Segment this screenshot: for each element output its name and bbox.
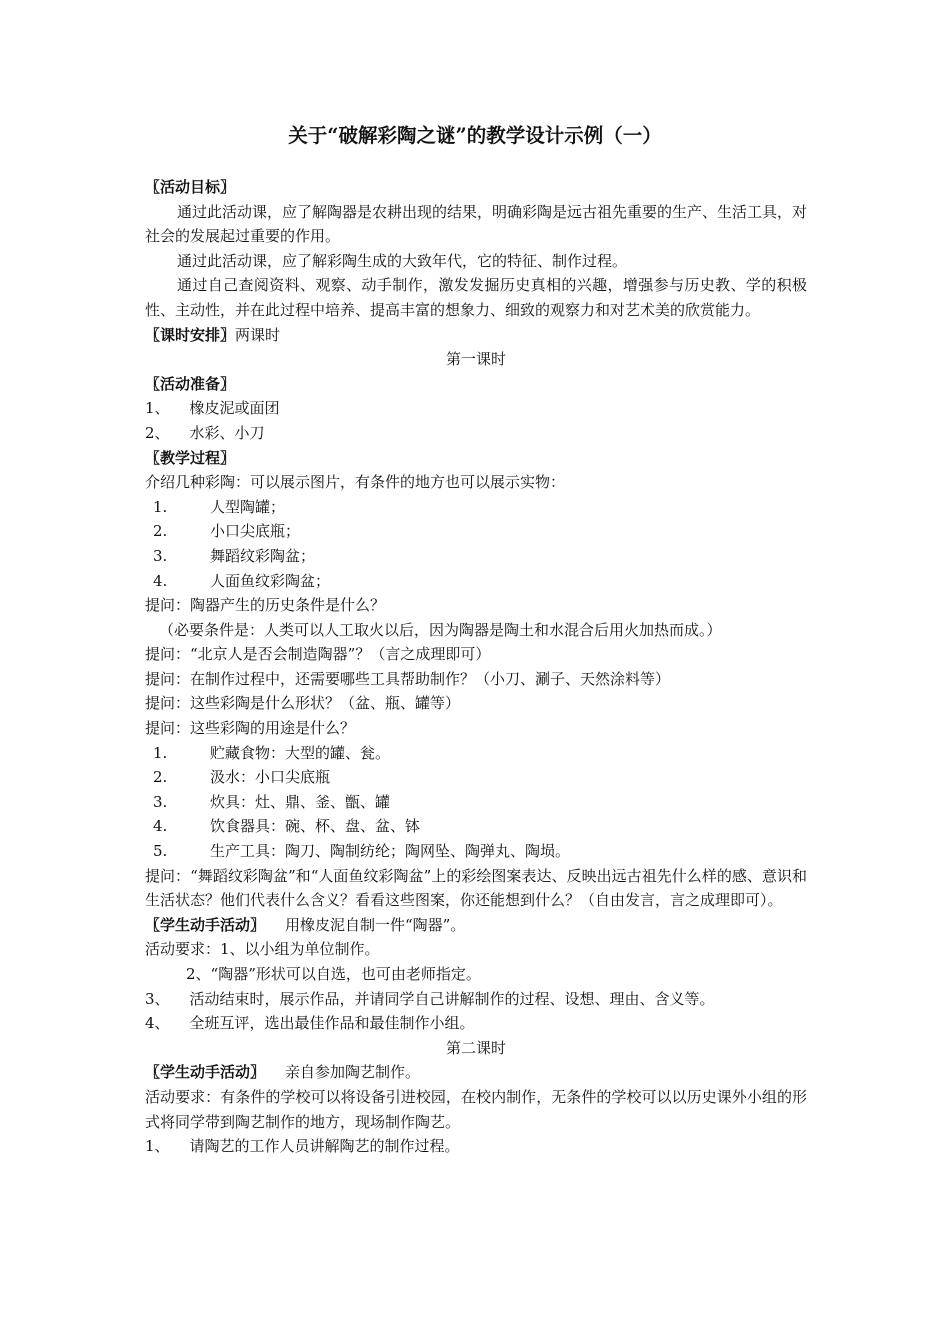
activity-line (145, 913, 807, 938)
list-item (145, 839, 807, 864)
item-number: 4、 (145, 1014, 170, 1033)
item-text: 请陶艺的工作人员讲解陶艺的制作过程。 (189, 1137, 460, 1156)
requirements-paragraph: 活动要求：有条件的学校可以将设备引进校园，在校内制作，无条件的学校可以以历史课外小组的形式将同学带到陶艺制作的地方，现场制作陶艺。 (145, 1087, 807, 1131)
activity-text: 用橡皮泥自制一件“陶器”。 (285, 915, 466, 934)
process-heading: 〖教学过程〗 (145, 448, 236, 467)
list-item (145, 569, 807, 594)
activity-text-2: 亲自参加陶艺制作。 (285, 1063, 421, 1082)
objectives-paragraph-2: 通过此活动课，应了解彩陶生成的大致年代，它的特征、制作过程。 (177, 251, 628, 270)
item-number: 3、 (145, 989, 170, 1008)
list-item (145, 765, 807, 790)
item-text: 活动结束时，展示作品，并请同学自己讲解制作的过程、设想、理由、含义等。 (189, 989, 715, 1008)
requirement-2: 2、“陶器”形状可以自选，也可由老师指定。 (186, 965, 481, 983)
item-number: 3. (153, 546, 168, 565)
activity-heading-2: 〖学生动手活动〗 (145, 1063, 266, 1082)
question-4: 提问：这些彩陶是什么形状？（盆、瓶、罐等） (145, 694, 461, 713)
list-item (145, 741, 807, 766)
item-number: 2. (153, 768, 168, 787)
list-item (145, 790, 807, 815)
objectives-heading: 〖活动目标〗 (145, 178, 236, 196)
question-2: 提问：“北京人是否会制造陶器”？（言之成理即可） (145, 645, 491, 664)
item-text: 人型陶罐； (210, 497, 286, 516)
item-number: 1. (153, 497, 168, 516)
item-text: 人面鱼纹彩陶盆； (210, 571, 331, 590)
item-text: 舞蹈纹彩陶盆； (210, 546, 316, 565)
list-item (145, 1134, 807, 1159)
activity-line-2 (145, 1060, 807, 1085)
item-text: 小口尖底瓶； (210, 522, 301, 541)
question-3: 提问：在制作过程中，还需要哪些工具帮助制作？（小刀、涮子、天然涂料等） (145, 669, 671, 688)
list-item (145, 421, 807, 446)
document-body (145, 175, 807, 1159)
item-number: 1、 (145, 399, 170, 418)
list-item (145, 495, 807, 520)
list-item (145, 396, 807, 421)
list-item (145, 1011, 807, 1036)
list-item (145, 519, 807, 544)
item-text: 贮藏食物：大型的罐、瓮。 (210, 743, 391, 762)
item-number: 1. (153, 743, 168, 762)
answer-1: （必要条件是：人类可以人工取火以后，因为陶器是陶土和水混合后用火加热而成。） (159, 620, 722, 639)
objectives-paragraph-3: 通过自己查阅资料、观察、动手制作，激发发掘历史真相的兴趣，增强参与历史教、学的积极性、主动性，并在此过程中培养、提高丰富的想象力、细致的观察力和对艺术美的欣赏能力。 (145, 276, 807, 319)
item-text: 饮食器具：碗、杯、盘、盆、钵 (210, 817, 421, 836)
activity-heading: 〖学生动手活动〗 (145, 915, 266, 934)
process-intro: 介绍几种彩陶：可以展示图片，有条件的地方也可以展示实物： (145, 473, 566, 492)
lesson2-label: 第二课时 (445, 1038, 506, 1057)
prep-heading: 〖活动准备〗 (145, 374, 236, 393)
item-number: 4. (153, 817, 168, 836)
item-number: 2. (153, 522, 168, 541)
item-number: 3. (153, 792, 168, 811)
item-text: 汲水：小口尖底瓶 (210, 768, 331, 787)
list-item (145, 544, 807, 569)
item-text: 橡皮泥或面团 (189, 399, 280, 418)
schedule-text: 两课时 (235, 325, 281, 344)
question-5: 提问：这些彩陶的用途是什么？ (145, 719, 356, 738)
objectives-paragraph-1: 通过此活动课，应了解陶器是农耕出现的结果，明确彩陶是远古祖先重要的生产、生活工具，对社会的发展起过重要的作用。 (145, 202, 808, 246)
question-6: 提问：“舞蹈纹彩陶盆”和“人面鱼纹彩陶盆”上的彩绘图案表达、反映出远古祖先什么样的感、意识和生活状态？他们代表什么含义？看看这些图案，你还能想到什么？（自由发言，言之成理即可）。 (145, 866, 807, 910)
item-text: 炊具：灶、鼎、釜、甑、罐 (210, 792, 391, 811)
list-item (145, 987, 807, 1012)
item-number: 1、 (145, 1137, 170, 1156)
document-title: 关于“破解彩陶之谜”的教学设计示例（一） (288, 124, 662, 147)
item-text: 全班互评，选出最佳作品和最佳制作小组。 (189, 1014, 475, 1033)
item-number: 4. (153, 571, 168, 590)
lesson1-label: 第一课时 (445, 350, 506, 369)
schedule-line (145, 323, 807, 348)
item-number: 2、 (145, 423, 170, 442)
item-text: 生产工具：陶刀、陶制纺纶；陶网坠、陶弹丸、陶埙。 (210, 842, 571, 861)
list-item (145, 814, 807, 839)
question-1: 提问：陶器产生的历史条件是什么？ (145, 596, 386, 615)
requirements-line: 活动要求：1、以小组为单位制作。 (145, 940, 380, 959)
schedule-heading: 〖课时安排〗 (145, 325, 236, 344)
item-text: 水彩、小刀 (189, 423, 265, 442)
item-number: 5. (153, 842, 168, 861)
